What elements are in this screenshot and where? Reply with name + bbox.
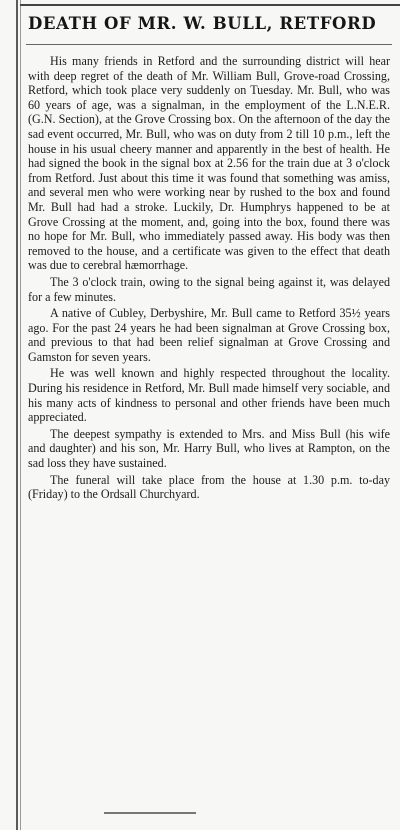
column-rule-inner <box>20 0 21 830</box>
article-paragraph-5: The deepest sympathy is extended to Mrs. and Miss Bull (his wife and daughter) and his son, Mr. Harry Bull, who lives at Rampton, on the sad loss they have sustained. <box>28 426 390 471</box>
article-paragraph-2: The 3 o'clock train, owing to the signal being against it, was delayed for a few minutes. <box>28 274 390 304</box>
article-paragraph-6: The funeral will take place from the house at 1.30 p.m. to-day (Friday) to the Ordsall Churchyard. <box>28 472 390 502</box>
top-rule <box>20 4 400 6</box>
end-rule <box>104 812 196 814</box>
article-body <box>28 54 390 502</box>
column-rule <box>16 0 18 830</box>
article-paragraph-4: He was well known and highly respected throughout the locality. During his residence in Retford, Mr. Bull made himself very sociable, and his many acts of kindness to personal and other friends have been much appreciated. <box>28 366 390 425</box>
headline-rule <box>26 44 392 45</box>
article-paragraph-1: His many friends in Retford and the surrounding district will hear with deep regret of the death of Mr. William Bull, Grove-road Crossing, Retford, which took place very suddenly on Tuesday. Mr. Bull, who was 60 years of age, was a signalman, in the employment of the L.N.E.R. (G.N. Section), at the Grove Crossing box. On the afternoon of the day the sad event occurred, Mr. Bull, who was on duty from 2 till 10 p.m., left the house in his usual cheery manner and apparently in the best of health. He had signed the book in the signal box at 2.56 for the train due at 3 o'clock from Retford. Just about this time it was found that something was amiss, and several men who were working near by rushed to the box and found Mr. Bull had had a stroke. Luckily, Dr. Humphrys happened to be at Grove Crossing at the moment, and, going into the box, found there was no hope for Mr. Bull, who immediately passed away. His body was then removed to the house, and a certificate was given to the effect that death was due to cerebral hæmorrhage. <box>28 54 390 273</box>
article-headline: DEATH OF MR. W. BULL, RETFORD <box>28 14 377 33</box>
article-paragraph-3: A native of Cubley, Derbyshire, Mr. Bull came to Retford 35½ years ago. For the past 24 years he had been signalman at Grove Crossing box, and previous to that had been relief signalman at Grove Crossing and Gamston for seven years. <box>28 306 390 364</box>
